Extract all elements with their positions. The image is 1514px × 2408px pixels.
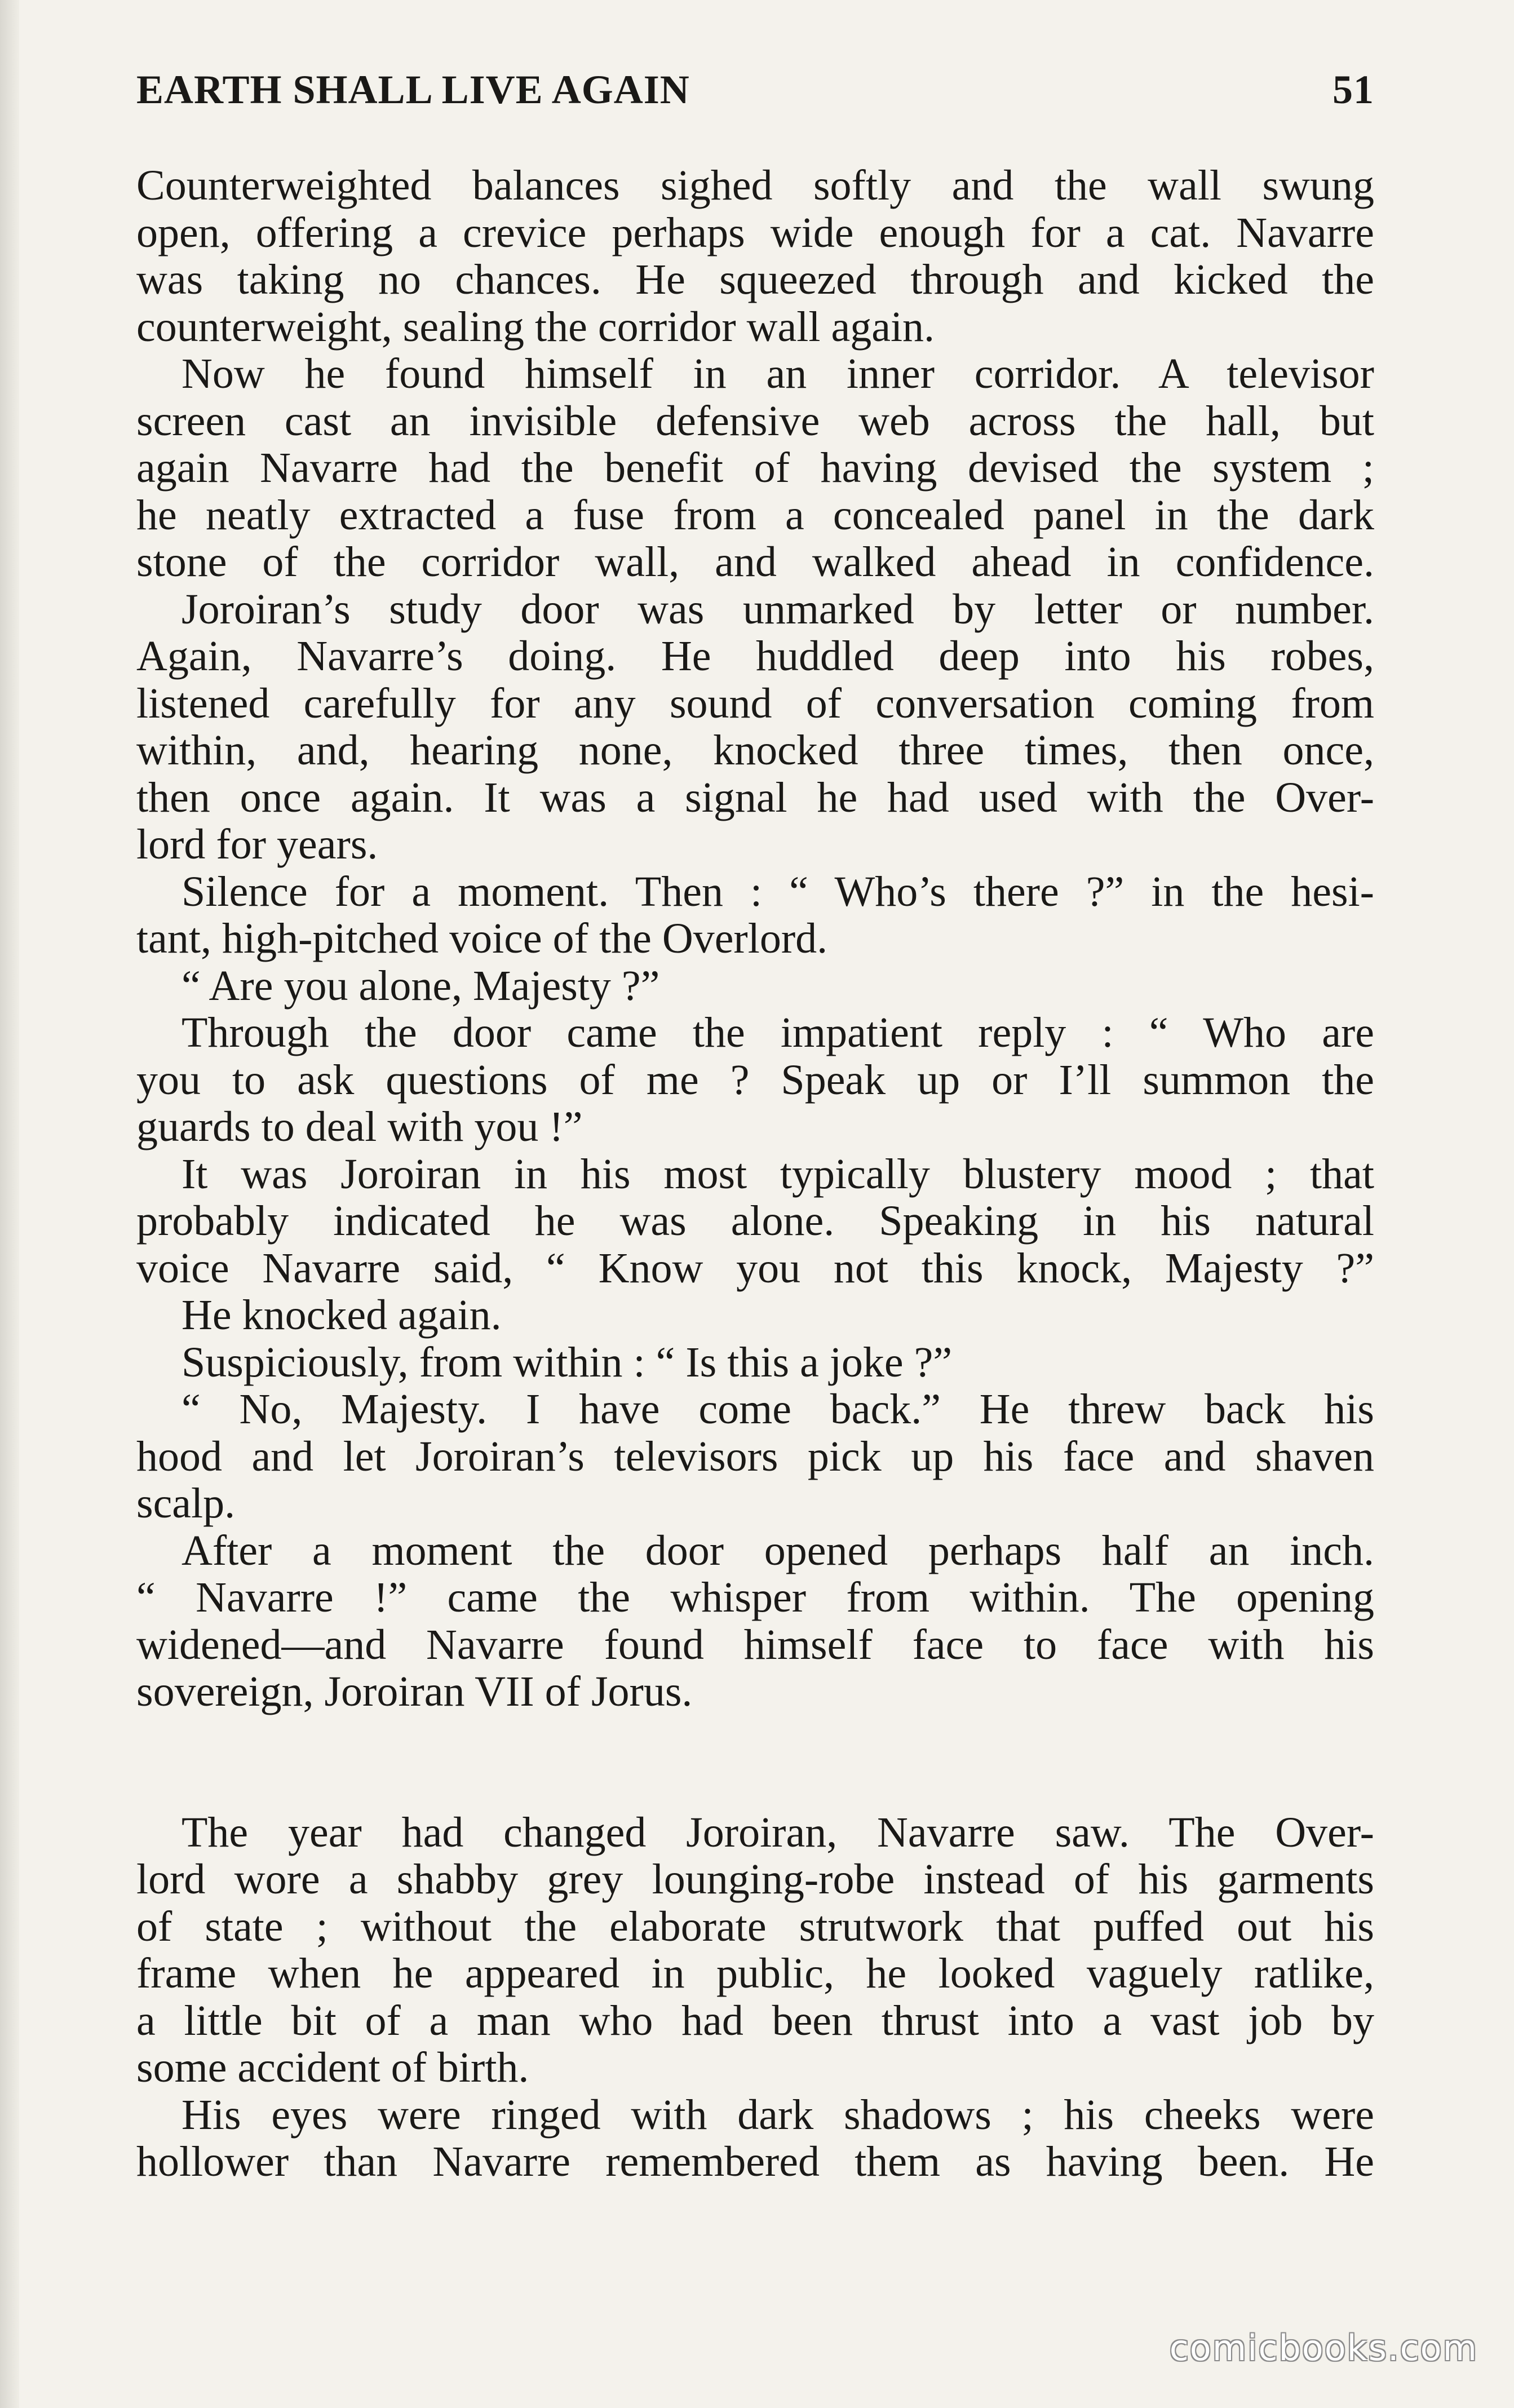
text-line: then once again. It was a signal he had used with the Over-	[136, 774, 1374, 821]
page-number: 51	[1333, 67, 1374, 112]
running-head	[136, 67, 1374, 129]
text-line: listened carefully for any sound of conversation coming from	[136, 680, 1374, 727]
text-line: stone of the corridor wall, and walked ahead in confidence.	[136, 539, 1374, 586]
text-line: tant, high-pitched voice of the Overlord.	[136, 915, 828, 962]
text-line: Counterweighted balances sighed softly and the wall swung	[136, 162, 1374, 209]
text-line: some accident of birth.	[136, 2044, 529, 2091]
text-line: Again, Navarre’s doing. He huddled deep into his robes,	[136, 633, 1374, 680]
text-line: Now he found himself in an inner corridor. A televisor	[181, 351, 1374, 397]
page-binding-edge	[0, 0, 19, 2408]
text-line: open, offering a crevice perhaps wide enough for a cat. Navarre	[136, 209, 1374, 256]
text-line: scalp.	[136, 1480, 236, 1527]
text-line: guards to deal with you !”	[136, 1104, 583, 1150]
text-line: Suspiciously, from within : “ Is this a joke ?”	[181, 1339, 953, 1386]
text-line: probably indicated he was alone. Speaking in his natural	[136, 1198, 1374, 1245]
text-line: His eyes were ringed with dark shadows ; his cheeks were	[181, 2091, 1374, 2139]
text-line: “ Navarre !” came the whisper from within. The opening	[136, 1574, 1374, 1621]
text-line: “ Are you alone, Majesty ?”	[181, 962, 660, 1010]
text-line: lord for years.	[136, 821, 378, 868]
text-line: you to ask questions of me ? Speak up or I’ll summon the	[136, 1056, 1374, 1104]
text-line: again Navarre had the benefit of having devised the system ;	[136, 445, 1374, 492]
text-line: counterweight, sealing the corridor wall again.	[136, 303, 935, 351]
text-line: hood and let Joroiran’s televisors pick up his face and shaven	[136, 1433, 1374, 1480]
text-line: It was Joroiran in his most typically blustery mood ; that	[181, 1150, 1374, 1198]
text-line: of state ; without the elaborate strutwork that puffed out his	[136, 1903, 1374, 1950]
text-line: Joroiran’s study door was unmarked by letter or number.	[181, 586, 1374, 633]
text-line: a little bit of a man who had been thrust into a vast job by	[136, 1997, 1374, 2044]
text-line: The year had changed Joroiran, Navarre saw. The Over-	[181, 1809, 1374, 1856]
text-line: frame when he appeared in public, he looked vaguely ratlike,	[136, 1950, 1374, 1997]
text-line: sovereign, Joroiran VII of Jorus.	[136, 1668, 693, 1715]
text-line: he neatly extracted a fuse from a concealed panel in the dark	[136, 492, 1374, 539]
text-line: was taking no chances. He squeezed through and kicked the	[136, 256, 1374, 303]
source-watermark: comicbooks.com	[1169, 2327, 1478, 2369]
text-line: Silence for a moment. Then : “ Who’s there ?” in the hesi-	[181, 868, 1374, 915]
section-break	[136, 1716, 1374, 1809]
running-title: EARTH SHALL LIVE AGAIN	[136, 67, 690, 112]
text-line: within, and, hearing none, knocked three times, then once,	[136, 727, 1374, 774]
text-line: widened—and Navarre found himself face to face with his	[136, 1621, 1374, 1668]
text-line: lord wore a shabby grey lounging-robe instead of his garments	[136, 1856, 1374, 1903]
text-line: Through the door came the impatient reply : “ Who are	[181, 1010, 1374, 1056]
text-line: voice Navarre said, “ Know you not this knock, Majesty ?”	[136, 1245, 1374, 1292]
text-line: He knocked again.	[181, 1292, 502, 1339]
text-line: “ No, Majesty. I have come back.” He threw back his	[181, 1386, 1374, 1433]
text-line: screen cast an invisible defensive web across the hall, but	[136, 397, 1374, 445]
text-line: hollower than Navarre remembered them as having been. He	[136, 2139, 1374, 2185]
text-line: After a moment the door opened perhaps half an inch.	[181, 1527, 1374, 1574]
body-text	[136, 162, 1374, 2186]
